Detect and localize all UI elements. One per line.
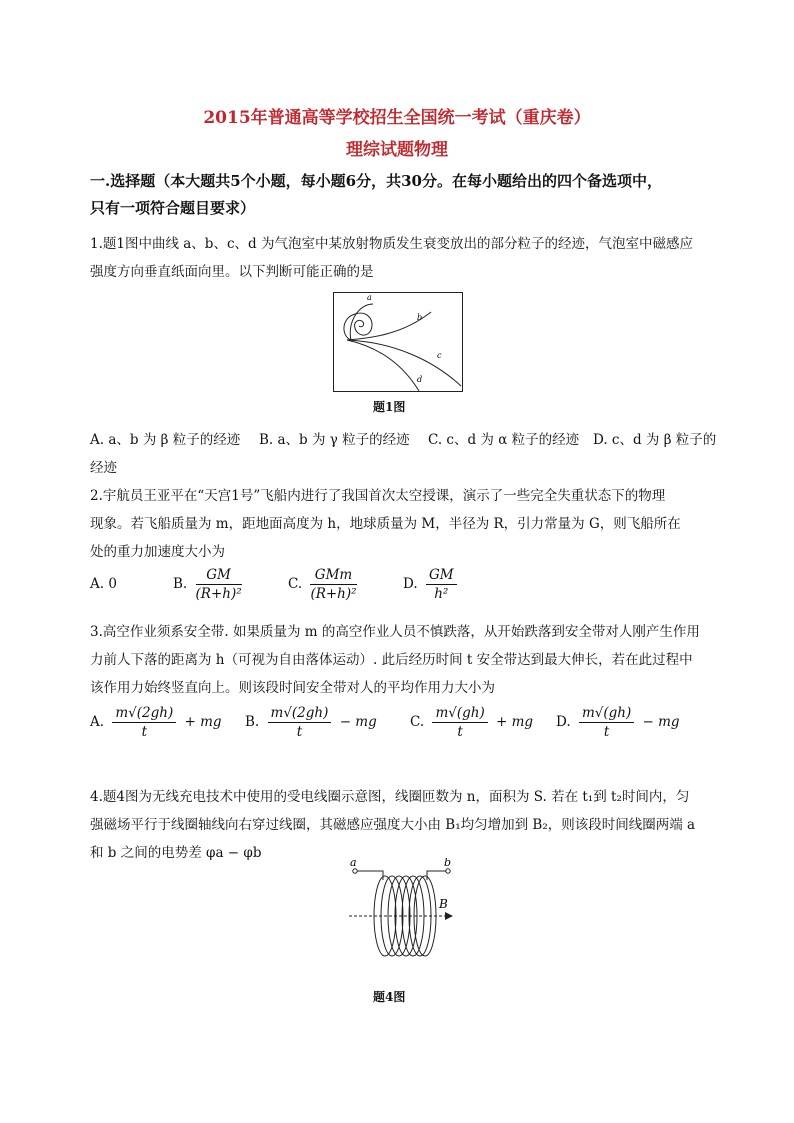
track-a-spiral <box>344 313 372 340</box>
figure-4-label-b: b <box>444 858 452 869</box>
terminal-a-dot <box>353 869 357 873</box>
question-1-option-a: A. a、b 为 β 粒子的经迹 <box>90 432 241 448</box>
question-4-line3: 和 b 之间的电势差 φa − φb <box>90 845 262 861</box>
question-2-option-b-numerator: GM <box>196 566 242 585</box>
question-2-option-d <box>403 566 461 603</box>
question-3-line2: 力前人下落的距离为 h（可视为自由落体运动）. 此后经历时间 t 安全带达到最大伸长，若在此过程中 <box>90 652 693 668</box>
exam-subtitle: 理综试题物理 <box>346 140 448 160</box>
question-3-option-b-label: B. <box>245 714 260 730</box>
question-3-option-a-denominator: t <box>141 724 147 740</box>
question-2-option-d-fraction <box>426 566 457 603</box>
question-3 <box>90 618 710 702</box>
question-3-option-d-fraction <box>579 704 634 741</box>
lead-b <box>427 871 446 880</box>
question-3-option-d-numerator: m√(gh) <box>579 704 634 723</box>
question-2-option-c-denominator: (R+h)² <box>310 586 357 602</box>
track-d <box>347 340 419 391</box>
lead-a <box>357 871 383 880</box>
figure-1-label-c: c <box>437 351 442 360</box>
question-3-option-b <box>245 704 377 741</box>
figure-1-bubble-chamber <box>333 292 463 392</box>
figure-1-frame <box>334 293 463 392</box>
question-3-option-d-denominator: t <box>603 724 610 740</box>
question-2-option-d-denominator: h² <box>434 586 449 602</box>
question-3-option-a-label: A. <box>90 714 105 730</box>
question-3-option-a <box>90 704 222 741</box>
question-3-option-a-fraction <box>112 704 176 741</box>
question-2-option-c-label: C. <box>288 576 303 592</box>
question-3-option-a-numerator: m√(2gh) <box>112 704 176 723</box>
figure-4-caption: 题4图 <box>373 990 406 1004</box>
question-3-option-c-label: C. <box>410 714 425 730</box>
question-2-option-c-numerator: GMm <box>310 566 356 585</box>
question-2-option-c <box>288 566 361 603</box>
question-3-option-b-fraction <box>268 704 332 741</box>
question-2-option-b-denominator: (R+h)² <box>195 586 242 602</box>
question-3-option-c <box>410 704 533 741</box>
question-1-option-d: D. c、d 为 β 粒子的 <box>593 432 717 448</box>
question-4-line1: 4.题4图为无线充电技术中使用的受电线圈示意图，线圈匝数为 n，面积为 S. 若在 t₁到 t₂时间内，匀 <box>90 789 690 805</box>
question-2 <box>90 482 710 566</box>
question-4-line2: 强磁场平行于线圈轴线向右穿过线圈，其磁感应强度大小由 B₁均匀增加到 B₂，则该段时间线圈两端 a <box>90 817 696 833</box>
question-3-option-d <box>556 704 680 741</box>
figure-4-coil <box>345 858 460 983</box>
question-1 <box>90 230 710 286</box>
section-heading-line1: 一.选择题（本大题共5个小题，每小题6分，共30分。在每小题给出的四个备选项中， <box>90 172 662 190</box>
question-3-option-c-fraction <box>432 704 487 741</box>
question-3-option-a-tail: + mg <box>184 714 222 730</box>
question-3-option-d-tail: − mg <box>642 714 680 730</box>
figure-4-label-a: a <box>350 858 357 869</box>
terminal-b-dot <box>446 869 450 873</box>
section-heading-line2: 只有一项符合题目要求） <box>90 199 256 217</box>
question-2-option-b <box>173 566 246 603</box>
field-arrow-head <box>445 912 453 920</box>
question-3-option-c-tail: + mg <box>496 714 534 730</box>
question-4 <box>90 783 710 867</box>
figure-4-label-B: B <box>439 897 448 911</box>
question-2-line3: 处的重力加速度大小为 <box>90 544 225 560</box>
question-2-option-d-numerator: GM <box>426 566 457 585</box>
question-2-option-d-label: D. <box>403 576 418 592</box>
question-3-option-b-denominator: t <box>296 724 303 740</box>
section-heading <box>90 168 710 222</box>
question-3-option-c-numerator: m√(gh) <box>432 704 487 723</box>
question-3-option-b-tail: − mg <box>339 714 377 730</box>
figure-1-label-a: a <box>367 293 372 302</box>
question-1-option-d-wrap: 经迹 <box>90 460 117 476</box>
question-1-option-b: B. a、b 为 γ 粒子的经迹 <box>259 432 410 448</box>
question-3-option-c-denominator: t <box>457 724 463 740</box>
question-2-line1: 2.宇航员王亚平在“天宫1号”飞船内进行了我国首次太空授课，演示了一些完全失重状态下的物理 <box>90 488 666 504</box>
question-2-option-a: A. 0 <box>90 576 117 592</box>
question-3-line3: 该作用力始终竖直向上。则该段时间安全带对人的平均作用力大小为 <box>90 680 495 696</box>
question-3-option-d-label: D. <box>556 714 571 730</box>
question-1-option-c: C. c、d 为 α 粒子的经迹 <box>428 432 580 448</box>
question-2-option-c-fraction <box>310 566 356 603</box>
question-1-line2: 强度方向垂直纸面向里。以下判断可能正确的是 <box>90 264 374 280</box>
question-1-line1: 1.题1图中曲线 a、b、c、d 为气泡室中某放射物质发生衰变放出的部分粒子的经迹，气泡室中磁感应 <box>90 236 693 252</box>
question-2-option-b-fraction <box>196 566 242 603</box>
question-3-option-b-numerator: m√(2gh) <box>268 704 332 723</box>
exam-title: 2015年普通高等学校招生全国统一考试（重庆卷） <box>203 108 591 128</box>
figure-1-label-d: d <box>417 375 423 384</box>
figure-1-caption: 题1图 <box>373 400 406 414</box>
question-2-option-b-label: B. <box>173 576 188 592</box>
track-c <box>347 340 461 386</box>
question-2-line2: 现象。若飞船质量为 m，距地面高度为 h，地球质量为 M，半径为 R，引力常量为 G，则飞船所在 <box>90 516 681 532</box>
question-3-line1: 3.高空作业须系安全带. 如果质量为 m 的高空作业人员不慎跌落，从开始跌落到安全带对人刚产生作用 <box>90 624 700 640</box>
figure-1-label-b: b <box>417 313 423 322</box>
